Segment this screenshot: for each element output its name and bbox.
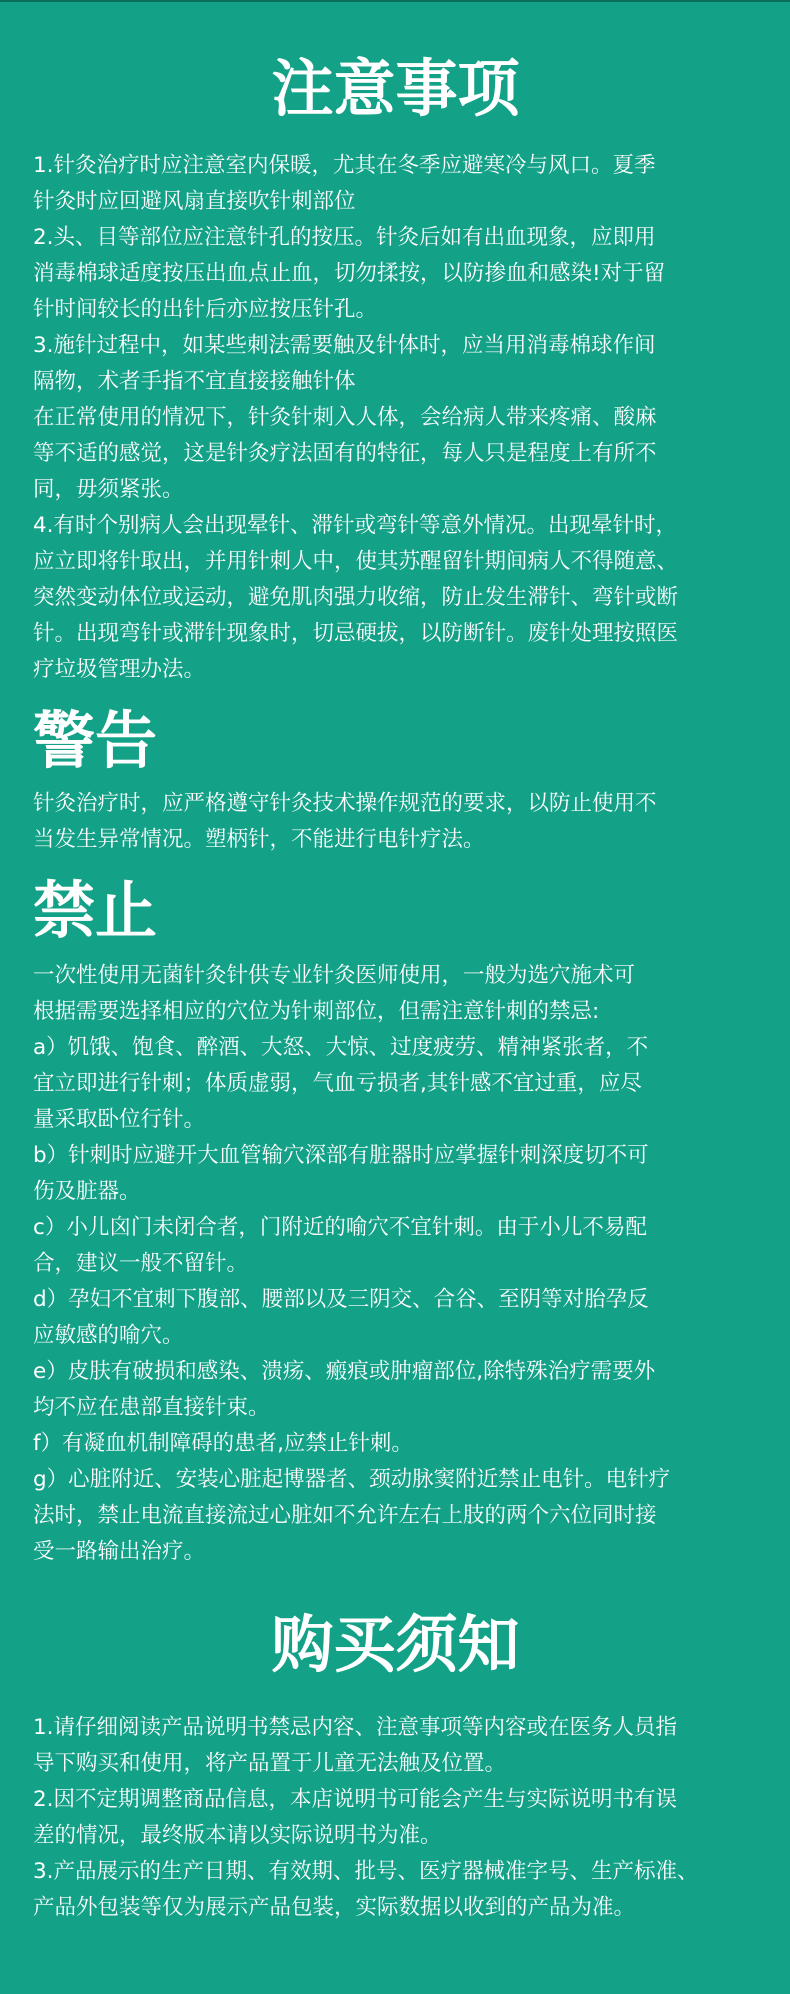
notes-line: 同，毋须紧张。 [33, 477, 184, 502]
forbid-line: d）孕妇不宜刺下腹部、腰部以及三阴交、合谷、至阴等对胎孕反 [33, 1287, 649, 1312]
forbid-line: 受一路输出治疗。 [33, 1539, 206, 1564]
notes-text [33, 148, 758, 688]
notes-line: 4.有时个别病人会出现晕针、滞针或弯针等意外情况。出现晕针时， [33, 513, 678, 538]
forbid-line: 应敏感的喻穴。 [33, 1323, 184, 1348]
purchase-notice-line: 产品外包装等仅为展示产品包装，实际数据以收到的产品为准。 [33, 1895, 636, 1920]
forbid-line: 伤及脏器。 [33, 1179, 141, 1204]
warning-line: 当发生异常情况。塑柄针，不能进行电针疗法。 [33, 827, 485, 852]
notes-line: 在正常使用的情况下，针灸针刺入人体，会给病人带来疼痛、酸麻 [33, 405, 657, 430]
instruction-page [0, 2, 790, 1926]
purchase-notice-line: 差的情况，最终版本请以实际说明书为准。 [33, 1823, 442, 1848]
notes-line: 疗垃圾管理办法。 [33, 657, 206, 682]
notes-line: 应立即将针取出，并用针刺人中，使其苏醒留针期间病人不得随意、 [33, 549, 679, 574]
forbid-line: 量采取卧位行针。 [33, 1107, 206, 1132]
forbid-section [33, 874, 758, 1570]
notes-line: 突然变动体位或运动，避免肌肉强力收缩，防止发生滞针、弯针或断 [33, 585, 679, 610]
purchase-notice-line: 2.因不定期调整商品信息，本店说明书可能会产生与实际说明书有误 [33, 1787, 678, 1812]
notes-line: 消毒棉球适度按压出血点止血，切勿揉按，以防掺血和感染!对于留 [33, 261, 666, 286]
notes-title: 注意事项 [271, 52, 520, 125]
warning-section [33, 704, 758, 858]
forbid-line: g）心脏附近、安装心脏起博器者、颈动脉窦附近禁止电针。电针疗 [33, 1467, 671, 1492]
warning-title: 警告 [33, 704, 158, 777]
notes-line: 3.施针过程中，如某些刺法需要触及针体时，应当用消毒棉球作间 [33, 333, 656, 358]
forbid-line: 根据需要选择相应的穴位为针刺部位，但需注意针刺的禁忌: [33, 999, 600, 1024]
forbid-line: e）皮肤有破损和感染、溃疡、瘢痕或肿瘤部位,除特殊治疗需要外 [33, 1359, 656, 1384]
forbid-text [33, 958, 758, 1570]
warning-text [33, 786, 758, 858]
purchase-notice-line: 3.产品展示的生产日期、有效期、批号、医疗器械准字号、生产标准、 [33, 1859, 699, 1884]
notes-line: 针时间较长的出针后亦应按压针孔。 [33, 297, 378, 322]
purchase-notice-title: 购买须知 [271, 1608, 520, 1681]
forbid-line: 宜立即进行针刺；体质虚弱，气血亏损者,其针感不宜过重，应尽 [33, 1071, 642, 1096]
forbid-title: 禁止 [33, 874, 158, 947]
notes-section [33, 2, 758, 688]
notes-line: 2.头、目等部位应注意针孔的按压。针灸后如有出血现象，应即用 [33, 225, 656, 250]
warning-line: 针灸治疗时，应严格遵守针灸技术操作规范的要求，以防止使用不 [33, 791, 657, 816]
forbid-line: f）有凝血机制障碍的患者,应禁止针刺。 [33, 1431, 413, 1456]
purchase-notice-line: 导下购买和使用，将产品置于儿童无法触及位置。 [33, 1751, 507, 1776]
notes-line: 1.针灸治疗时应注意室内保暖，尤其在冬季应避寒冷与风口。夏季 [33, 153, 656, 178]
forbid-line: c）小儿囟门未闭合者，门附近的喻穴不宜针刺。由于小儿不易配 [33, 1215, 647, 1240]
forbid-line: 法时，禁止电流直接流过心脏如不允许左右上肢的两个六位同时接 [33, 1503, 657, 1528]
forbid-line: a）饥饿、饱食、醉酒、大怒、大惊、过度疲劳、精神紧张者，不 [33, 1035, 649, 1060]
forbid-line: 一次性使用无菌针灸针供专业针灸医师使用，一般为选穴施术可 [33, 963, 636, 988]
purchase-notice-section [33, 1608, 758, 1926]
forbid-line: 均不应在患部直接针束。 [33, 1395, 270, 1420]
forbid-line: b）针刺时应避开大血管输穴深部有脏器时应掌握针刺深度切不可 [33, 1143, 649, 1168]
purchase-notice-text [33, 1710, 758, 1926]
notes-line: 针。出现弯针或滞针现象时，切忌硬拔，以防断针。废针处理按照医 [33, 621, 679, 646]
purchase-notice-line: 1.请仔细阅读产品说明书禁忌内容、注意事项等内容或在医务人员指 [33, 1715, 678, 1740]
notes-line: 隔物，术者手指不宜直接接触针体 [33, 369, 356, 394]
forbid-line: 合，建议一般不留针。 [33, 1251, 249, 1276]
notes-line: 针灸时应回避风扇直接吹针刺部位 [33, 189, 356, 214]
notes-line: 等不适的感觉，这是针灸疗法固有的特征，每人只是程度上有所不 [33, 441, 657, 466]
